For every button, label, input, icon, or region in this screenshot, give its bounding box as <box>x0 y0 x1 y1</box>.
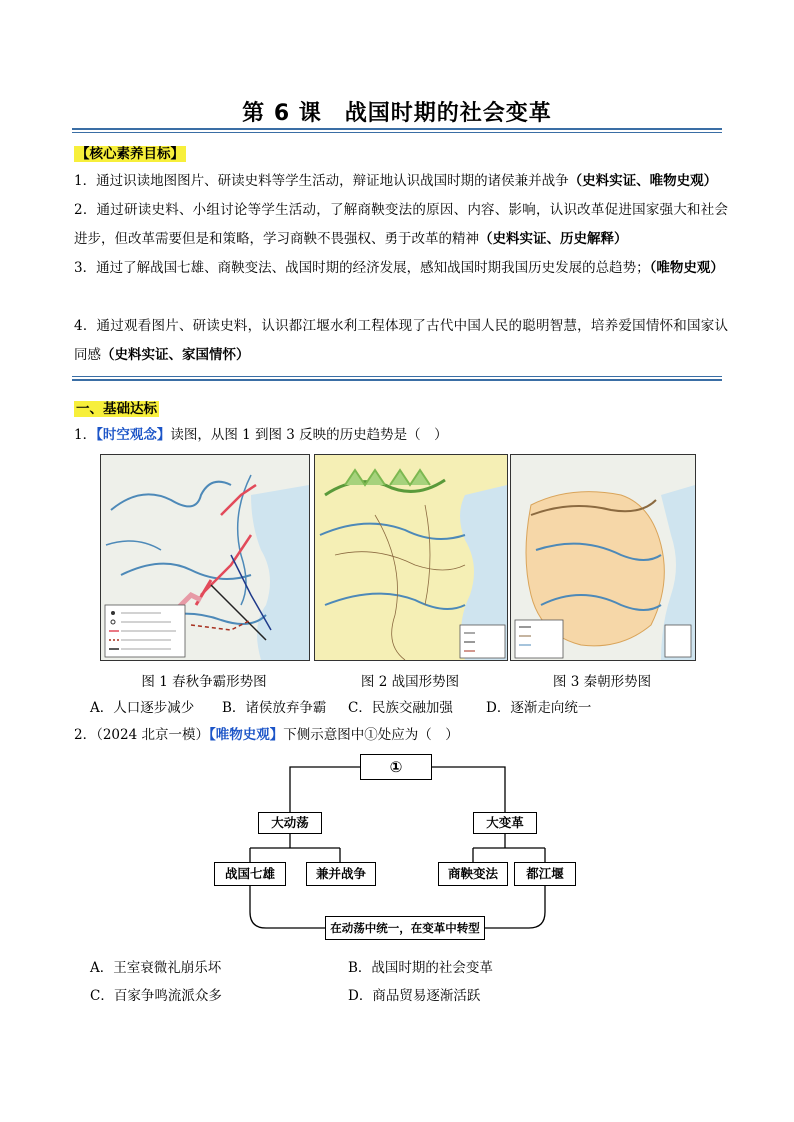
diagram-ll-box: 战国七雄 <box>214 862 286 886</box>
map-warring-states <box>314 454 508 661</box>
q2-option-d[interactable]: D．商品贸易逐渐活跃 <box>348 988 481 1004</box>
question-2: 2．（2024 北京一模）【唯物史观】下侧示意图中①处应为（ ） <box>74 727 459 743</box>
map-spring-autumn <box>100 454 310 661</box>
page-title: 第 6 课 战国时期的社会变革 <box>242 101 552 126</box>
diagram-right-box: 大变革 <box>473 812 537 834</box>
section-rule <box>72 376 722 377</box>
map-caption-3: 图 3 秦朝形势图 <box>552 674 652 690</box>
diagram-rr-box: 都江堰 <box>514 862 576 886</box>
goal-item-2: 2．通过研读史料、小组讨论等学生活动，了解商鞅变法的原因、内容、影响，认识改革促进国家强大和社会进步，但改革需要但是和策略，学习商鞅不畏强权、勇于改革的精神（史料实证、历史解释） <box>74 202 728 247</box>
q2-option-c[interactable]: C．百家争鸣流派众多 <box>90 988 222 1004</box>
q2-option-a[interactable]: A．王室衰微礼崩乐坏 <box>90 960 222 976</box>
q1-option-a[interactable]: A．人口逐步减少 <box>90 700 195 716</box>
goal-item-3: 3．通过了解战国七雄、商鞅变法、战国时期的经济发展，感知战国时期我国历史发展的总趋势；（唯物史观） <box>74 260 724 276</box>
q1-option-c[interactable]: C．民族交融加强 <box>348 700 453 716</box>
goals-heading: 【核心素养目标】 <box>76 146 184 162</box>
section-rule-thick <box>72 379 722 381</box>
diagram-bottom-box: 在动荡中统一，在变革中转型 <box>325 916 485 940</box>
section-heading: 一、基础达标 <box>76 401 157 417</box>
map-caption-1: 图 1 春秋争霸形势图 <box>141 674 267 690</box>
diagram-rl-box: 商鞅变法 <box>438 862 508 886</box>
diagram-left-box: 大动荡 <box>258 812 322 834</box>
map-qin-dynasty <box>510 454 696 661</box>
concept-diagram <box>210 750 590 950</box>
goal-item-1: 1．通过识读地图图片、研读史料等学生活动，辩证地认识战国时期的诸侯兼并战争（史料实证、唯物史观） <box>74 173 718 189</box>
title-rule <box>72 128 722 130</box>
diagram-top-box: ① <box>360 754 432 780</box>
map-caption-2: 图 2 战国形势图 <box>360 674 460 690</box>
question-1: 1．【时空观念】读图，从图 1 到图 3 反映的历史趋势是（ ） <box>74 427 448 443</box>
goal-item-4: 4．通过观看图片、研读史料，认识都江堰水利工程体现了古代中国人民的聪明智慧，培养爱国情怀和国家认同感（史料实证、家国情怀） <box>74 318 728 363</box>
q2-option-b[interactable]: B．战国时期的社会变革 <box>348 960 493 976</box>
q1-option-b[interactable]: B．诸侯放弃争霸 <box>222 700 327 716</box>
q1-option-d[interactable]: D．逐渐走向统一 <box>486 700 592 716</box>
diagram-lr-box: 兼并战争 <box>306 862 376 886</box>
title-rule-thin <box>72 132 722 133</box>
